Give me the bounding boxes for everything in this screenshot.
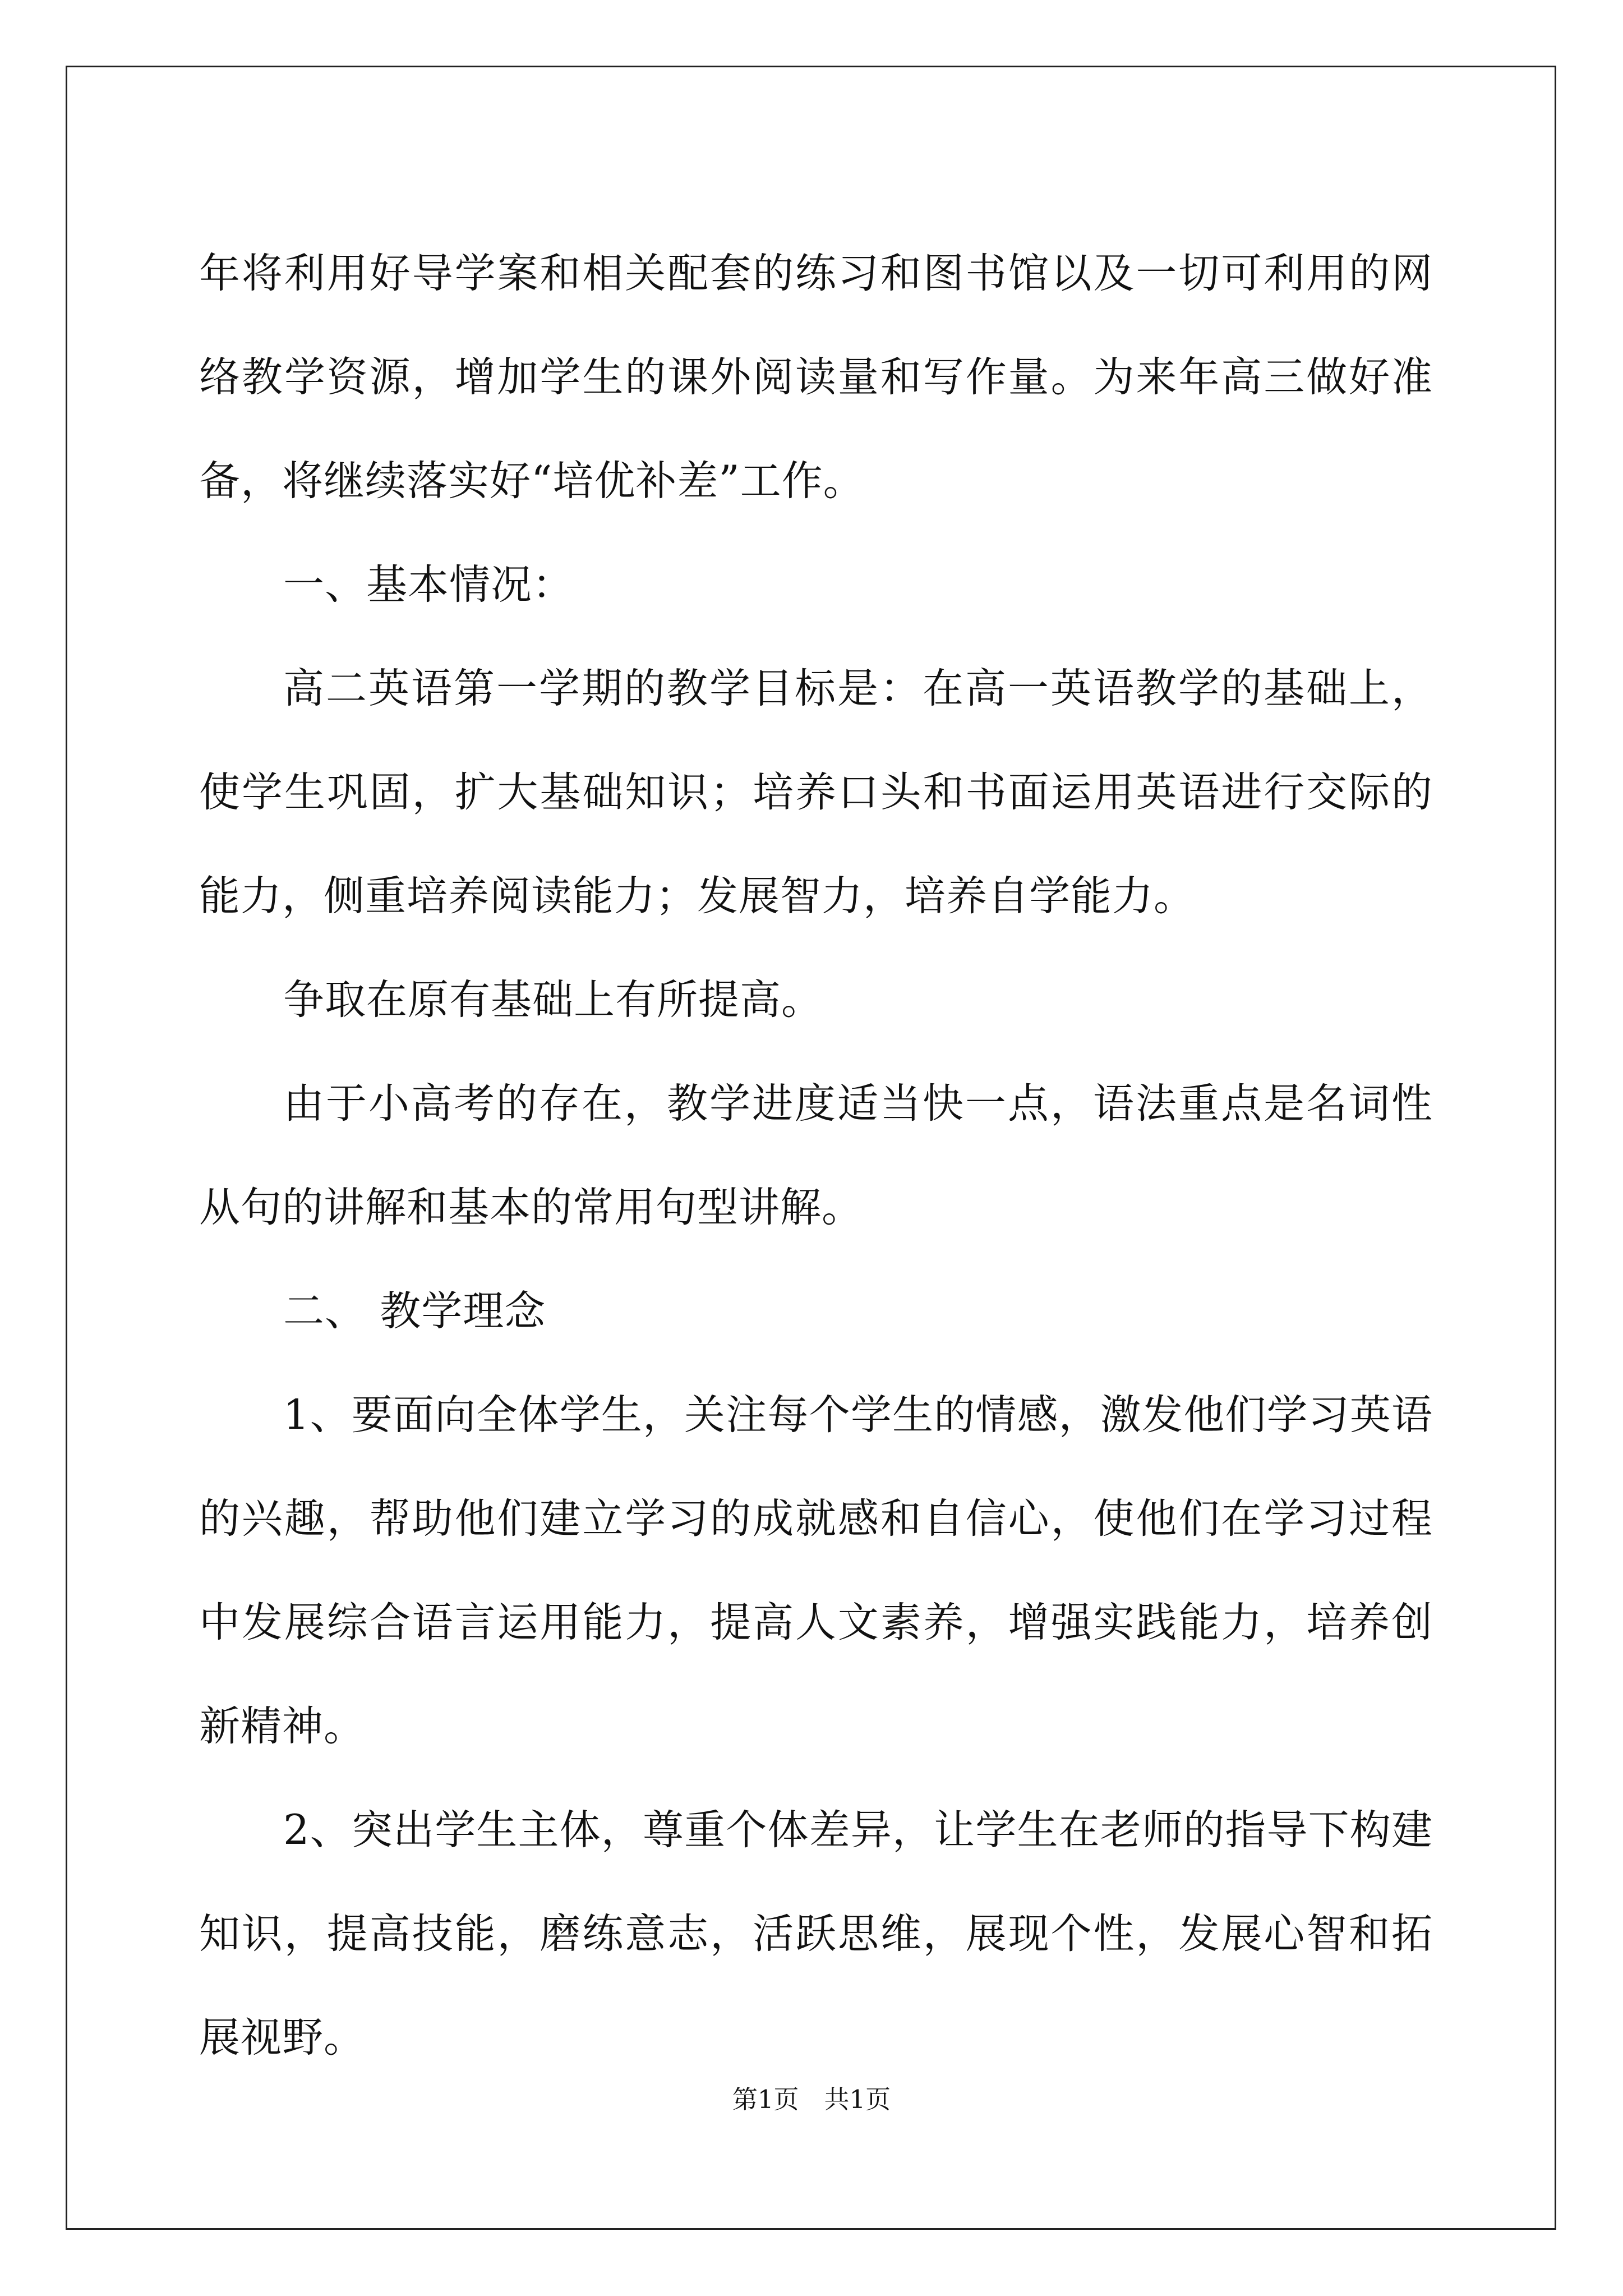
section-heading-basic-situation: 一、基本情况： xyxy=(283,561,574,609)
page-number-footer: 第1页 共1页 xyxy=(732,2085,891,2114)
paragraph-continuation: 年将利用好导学案和相关配套的练习和图书馆以及一切可利用的网络教学资源，增加学生的课外阅读量和写作量。为来年高三做好准备，将继续落实好“培优补差”工作。 xyxy=(199,250,1433,505)
paragraph-point-1: 1、要面向全体学生，关注每个学生的情感，激发他们学习英语的兴趣，帮助他们建立学习的成就感和自信心，使他们在学习过程中发展综合语言运用能力，提高人文素养，增强实践能力，培养创新精神。 xyxy=(199,1391,1433,1750)
paragraph-teaching-goals: 高二英语第一学期的教学目标是：在高一英语教学的基础上，使学生巩固，扩大基础知识；培养口头和书面运用英语进行交际的能力，侧重培养阅读能力；发展智力，培养自学能力。 xyxy=(199,665,1433,920)
section-heading-teaching-philosophy: 二、 教学理念 xyxy=(283,1287,546,1335)
paragraph-point-2: 2、突出学生主体，尊重个体差异，让学生在老师的指导下构建知识，提高技能，磨练意志，活跃思维，展现个性，发展心智和拓展视野。 xyxy=(199,1806,1433,2062)
document-body xyxy=(199,222,1433,2090)
paragraph-teaching-progress: 由于小高考的存在，教学进度适当快一点，语法重点是名词性从句的讲解和基本的常用句型讲解。 xyxy=(199,1080,1433,1231)
paragraph-improvement: 争取在原有基础上有所提高。 xyxy=(283,976,823,1024)
